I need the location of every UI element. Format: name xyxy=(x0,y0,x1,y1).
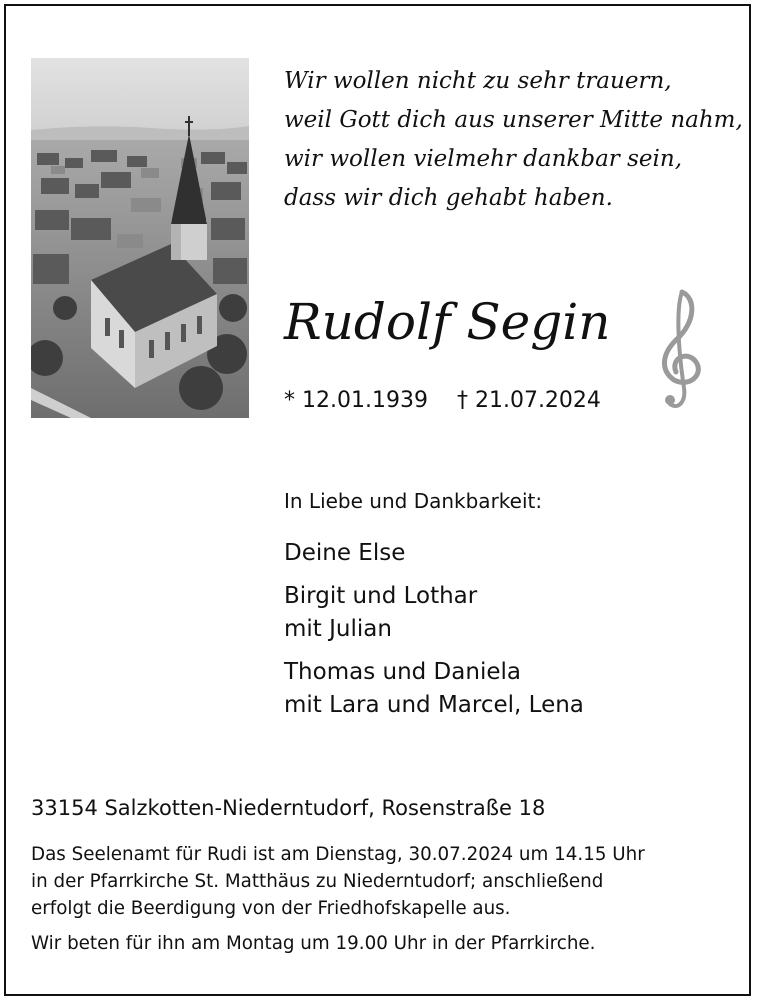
mourner-line: Thomas und Daniela xyxy=(284,659,521,685)
mourner-line: mit Lara und Marcel, Lena xyxy=(284,692,584,718)
mourners-intro: In Liebe und Dankbarkeit: xyxy=(284,489,543,513)
poem-line: wir wollen vielmehr dankbar sein, xyxy=(284,146,683,172)
poem-line: dass wir dich gehabt haben. xyxy=(284,185,613,211)
birth-date: * 12.01.1939 xyxy=(284,388,428,413)
mourner-line: Birgit und Lothar xyxy=(284,583,478,609)
mourner-group xyxy=(284,580,584,646)
service-line: in der Pfarrkirche St. Matthäus zu Niederntudorf; anschließend xyxy=(31,871,604,892)
mourner-group xyxy=(284,656,584,722)
mourner-line: Deine Else xyxy=(284,540,406,566)
life-dates xyxy=(284,386,601,416)
prayer-info: Wir beten für ihn am Montag um 19.00 Uhr in der Pfarrkirche. xyxy=(31,933,596,954)
service-line: erfolgt die Beerdigung von der Friedhofskapelle aus. xyxy=(31,898,511,919)
church-village-photo xyxy=(31,58,249,418)
mourner-group xyxy=(284,537,584,570)
deceased-name: Rudolf Segin xyxy=(284,293,611,351)
death-date: † 21.07.2024 xyxy=(456,388,601,413)
address: 33154 Salzkotten-Niederntudorf, Rosenstraße 18 xyxy=(31,796,546,820)
poem-line: Wir wollen nicht zu sehr trauern, xyxy=(284,68,672,94)
poem xyxy=(284,62,743,218)
treble-clef-icon xyxy=(652,288,712,414)
mourner-line: mit Julian xyxy=(284,616,392,642)
mourners-list xyxy=(284,537,584,732)
poem-line: weil Gott dich aus unserer Mitte nahm, xyxy=(284,107,743,133)
service-info xyxy=(31,841,645,922)
service-line: Das Seelenamt für Rudi ist am Dienstag, 30.07.2024 um 14.15 Uhr xyxy=(31,844,645,865)
